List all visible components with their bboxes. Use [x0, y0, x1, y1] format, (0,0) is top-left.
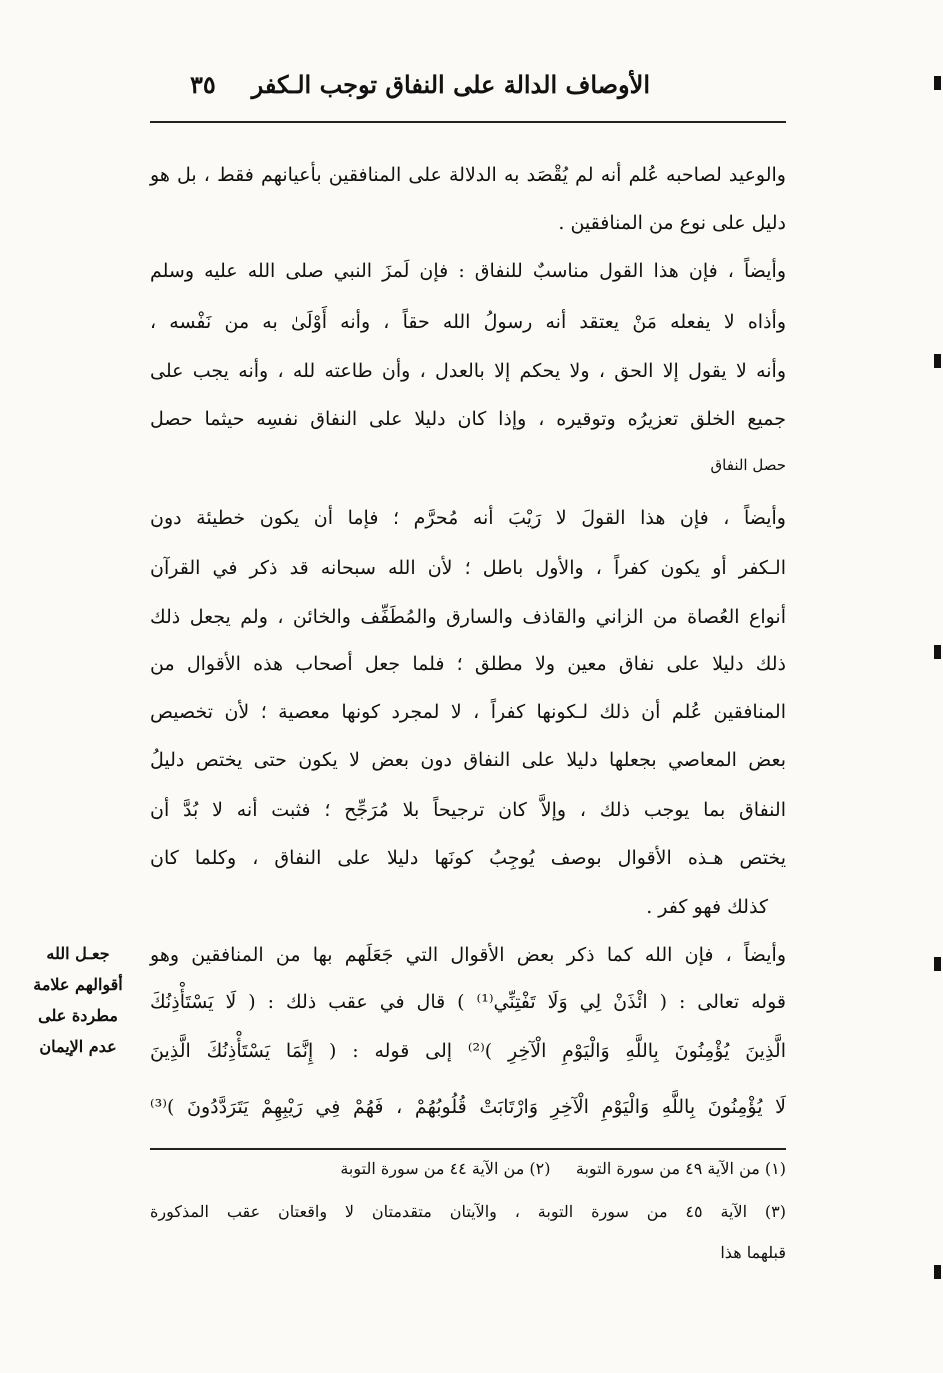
margin-note-line: أقوالهم علامة: [33, 975, 123, 994]
page-edge-mark: [934, 1265, 941, 1279]
body-line: يختص هـذه الأقوال بوصف يُوجِبُ كونَها دليلا على النفاق ، وكلما كان: [150, 847, 786, 869]
body-line: الَّذِينَ يُؤْمِنُونَ بِاللَّهِ وَالْيَوْمِ الْآخِرِ )⁽²⁾ إلى قوله : ( إِنَّمَا يَسْتَأْذِنُكَ الَّذِينَ: [150, 1040, 787, 1062]
body-line: وأيضاً ، فإن هذا القول مناسبٌ للنفاق : فإن لَمزَ النبي صلى الله عليه وسلم: [150, 260, 786, 282]
running-header-title: الأوصاف الدالة على النفاق توجب الـكفر: [251, 70, 650, 99]
body-line: المنافقين عُلم أن ذلك لـكونها كفراً ، لا لمجرد كونها معصية ؛ لأن تخصيص: [150, 701, 786, 723]
body-line: وأذاه لا يفعله مَنْ يعتقد أنه رسولُ الله حقاً ، وأنه أَوْلَىٰ به من نَفْسه ،: [150, 311, 786, 333]
body-line: وأنه لا يقول إلا الحق ، ولا يحكم إلا بالعدل ، وأن طاعته لله ، وأنه يجب على: [150, 360, 786, 382]
body-line: ذلك دليلا على نفاق معين ولا مطلق ؛ فلما جعل أصحاب هذه الأقوال من: [150, 653, 786, 675]
body-line: جميع الخلق تعزيرُه وتوقيره ، وإذا كان دليلا على النفاق نفسِه حيثما حصل: [150, 408, 786, 430]
body-line: قوله تعالى : ( ائْذَنْ لِي وَلَا تَفْتِنِّي⁽¹⁾ ) قال في عقب ذلك : ( لَا يَسْتَأْذِنُكَ: [150, 991, 786, 1013]
margin-note-line: عدم الإيمان: [39, 1037, 117, 1056]
body-line: لَا يُؤْمِنُونَ بِاللَّهِ وَالْيَوْمِ الْآخِرِ وَارْتَابَتْ قُلُوبُهُمْ ، فَهُمْ فِي رَيْبِهِمْ يَتَرَدَّدُونَ )⁽³⁾: [150, 1096, 786, 1118]
body-line: والوعيد لصاحبه عُلم أنه لم يُقْصَد به الدلالة على المنافقين بأعيانهم فقط ، بل هو: [150, 164, 786, 186]
body-line: وأيضاً ، فإن هذا القولَ لا رَيْبَ أنه مُحرَّم ؛ فإما أن يكون خطيئة دون: [150, 507, 786, 529]
margin-note: [22, 938, 134, 1062]
margin-note-line: مطردة على: [38, 1006, 118, 1025]
page-edge-mark: [934, 645, 941, 659]
footnote-line: (١) من الآية ٤٩ من سورة التوبة (٢) من الآية ٤٤ من سورة التوبة: [340, 1159, 786, 1178]
page-edge-mark: [934, 957, 941, 971]
body-line: دليل على نوع من المنافقين .: [558, 212, 786, 234]
page-edge-mark: [934, 354, 941, 368]
body-line: أنواع العُصاة من الزاني والقاذف والسارق والمُطَفِّف والخائن ، ولم يجعل ذلك: [150, 606, 786, 628]
body-line: كذلك فهو كفر .: [646, 896, 768, 918]
footnote-line: قبلهما هذا: [720, 1243, 786, 1262]
footnote-line: (٣) الآية ٤٥ من سورة التوبة ، والآيتان متقدمتان لا واقعتان عقب المذكورة: [150, 1202, 787, 1221]
body-line: الـكفر أو يكون كفراً ، والأول باطل ؛ لأن الله سبحانه قد ذكر في القرآن: [150, 557, 786, 579]
header-divider: [150, 121, 786, 123]
footnote-divider: [150, 1148, 786, 1150]
body-line: وأيضاً ، فإن الله كما ذكر بعض الأقوال التي جَعَلَهم بها من المنافقين وهو: [150, 944, 786, 966]
page-edge-mark: [934, 76, 941, 90]
margin-note-line: جعـل الله: [46, 944, 110, 963]
body-line: النفاق بما يوجب ذلك ، وإلاَّ كان ترجيحاً بلا مُرَجِّح ؛ فثبت أنه لا بُدَّ أن: [150, 799, 786, 821]
page-number: ٣٥: [190, 70, 216, 99]
body-line: بعض المعاصي بجعلها دليلا على النفاق دون بعض لا يكون حتى يختص دليلُ: [150, 749, 786, 771]
body-line: حصل النفاق: [710, 456, 786, 474]
